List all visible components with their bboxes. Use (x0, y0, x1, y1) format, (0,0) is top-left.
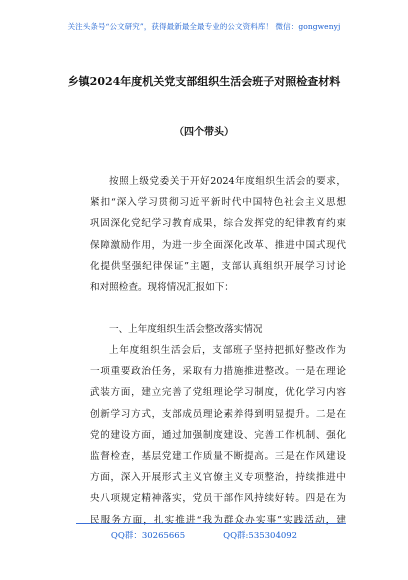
section-heading (90, 319, 346, 340)
footer-contact (0, 529, 408, 541)
paragraph-line: 方面，深入开展形式主义官僚主义专项整治，持续推进中 (90, 472, 346, 484)
paragraph-line: 紧扣“深入学习贯彻习近平新时代中国特色社会主义思想 (90, 197, 346, 209)
paragraph-line: 和对照检查。现将情况汇报如下： (90, 281, 234, 293)
paragraph-line: 党的建设方面，通过加强制度建设、完善工作机制、强化 (90, 429, 346, 441)
paragraph-line: 监督检查，基层党建工作质量不断提高。三是在作风建设 (90, 450, 346, 462)
paragraph-line: 一项重要政治任务，采取有力措施推进整改。一是在理论 (90, 366, 346, 378)
document-title: 乡镇2024年度机关党支部组织生活会班子对照检查材料 (67, 75, 341, 88)
paragraph-line: 创新学习方式，支部成员理论素养得到明显提升。二是在 (90, 408, 346, 420)
paragraph-line: 央八项规定精神落实，党员干部作风持续好转。四是在为 (90, 493, 346, 505)
footer-divider (76, 523, 346, 524)
intro-paragraph (90, 171, 346, 298)
header-promo-note: 关注头条号“公文研究”，获得最新最全最专业的公文资料库！ 微信：gongwenyj (67, 22, 341, 31)
paragraph-line: 武装方面，建立完善了党组理论学习制度，优化学习内容 (90, 387, 346, 399)
paragraph-line: 保障激励作用，为进一步全面深化改革、推进中国式现代 (90, 239, 346, 251)
footer-qq: QQ群:535304092 (223, 531, 298, 541)
paragraph-line: 上年度组织生活会后，支部班子坚持把抓好整改作为 (109, 345, 346, 356)
rectification-paragraph (90, 340, 346, 531)
paragraph-line: 巩固深化党纪学习教育成果，综合发挥党的纪律教育约束 (90, 218, 346, 230)
section-heading-text: 一、上年度组织生活会整改落实情况 (109, 324, 263, 335)
footer-qq-group: QQ群：30265665 (110, 531, 186, 541)
paragraph-line: 按照上级党委关于开好2024年度组织生活会的要求， (109, 176, 346, 187)
document-subtitle: （四个带头） (174, 127, 234, 138)
paragraph-line: 民服务方面，扎实推进“我为群众办实事”实践活动，建 (90, 514, 346, 526)
paragraph-line: 化提供坚强纪律保证”主题，支部认真组织开展学习讨论 (90, 260, 346, 272)
